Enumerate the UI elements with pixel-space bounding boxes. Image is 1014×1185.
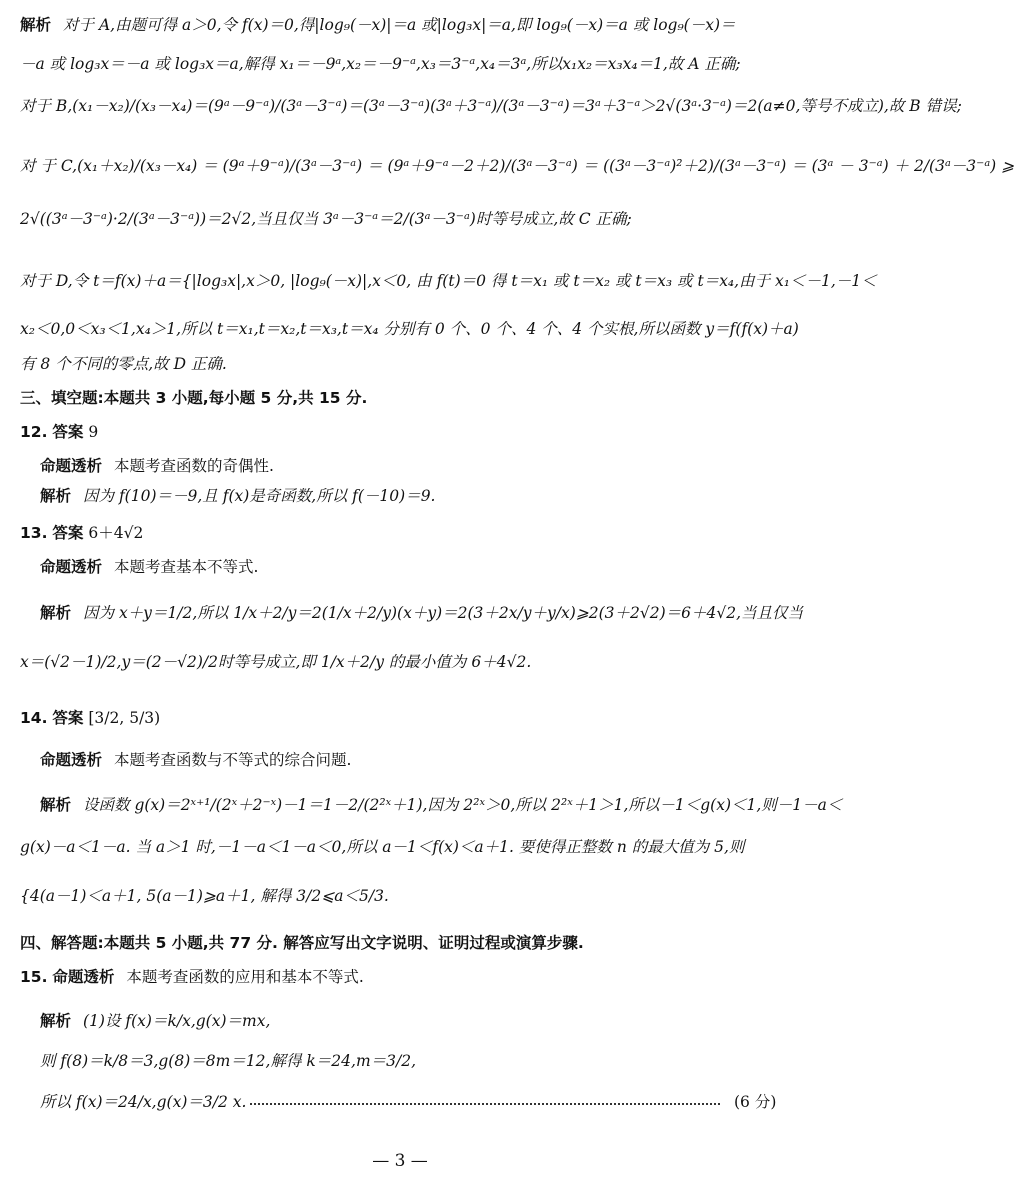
q15-number: 15. [20,968,48,986]
intent-label: 命题透析 [40,457,103,475]
analysis-label: 解析 [20,16,52,34]
q13-solution-2: x＝(√2－1)/2,y＝(2－√2)/2时等号成立,即 1/x＋2/y 的最小值为 6＋4√2. [20,653,532,671]
q15-solution-line-1 [40,1010,782,1032]
answer-label: 答案 [52,709,84,727]
section-four-title: 四、解答题:本题共 5 小题,共 77 分. 解答应写出文字说明、证明过程或演算步骤. [20,934,584,952]
q14-intent-line [40,749,782,771]
option-b-text: 对于 B,(x₁－x₂)/(x₃－x₄)＝(9ᵃ－9⁻ᵃ)/(3ᵃ－3⁻ᵃ)＝(3ᵃ－3⁻ᵃ)(3ᵃ＋3⁻ᵃ)/(3ᵃ－3⁻ᵃ)＝3ᵃ＋3⁻ᵃ＞2√(3ᵃ·3⁻ᵃ)＝2(a≠0,等号不成立),故 B 错误; [20,97,962,115]
q13-solution-line-2 [20,651,782,673]
option-d-line-1 [20,270,877,292]
q14-solution-3: {4(a－1)＜a＋1, 5(a－1)⩾a＋1, 解得 3/2⩽a＜5/3. [20,887,389,905]
option-a-text-1: 对于 A,由题可得 a＞0,令 f(x)＝0,得|log₉(－x)|＝a 或|log₃x|＝a,即 log₉(－x)＝a 或 log₉(－x)＝ [63,16,736,34]
analysis-label: 解析 [40,604,72,622]
option-b-line [20,95,962,117]
q12-intent-line [40,455,782,477]
q13-number: 13. [20,524,48,542]
q14-number: 14. [20,709,48,727]
q12-answer-line [20,421,782,443]
q15-solution-1: (1)设 f(x)＝k/x,g(x)＝mx, [83,1012,271,1030]
section-four-heading [20,932,782,954]
q14-answer-line [20,707,782,729]
analysis-label: 解析 [40,1012,72,1030]
dotted-leader [250,1103,720,1105]
q14-solution-2: g(x)－a＜1－a. 当 a＞1 时,－1－a＜1－a＜0,所以 a－1＜f(x)＜a＋1. 要使得正整数 n 的最大值为 5,则 [20,838,745,856]
q12-intent: 本题考查函数的奇偶性. [114,457,274,475]
q13-intent-line [40,556,782,578]
section-three-heading [20,387,782,409]
q13-answer-line [20,522,782,544]
intent-label: 命题透析 [40,751,103,769]
q14-answer: [3/2, 5/3) [88,709,161,727]
q13-intent: 本题考查基本不等式. [114,558,259,576]
option-d-text-1: 对于 D,令 t＝f(x)＋a＝{|log₃x|,x＞0, |log₉(－x)|,x＜0, 由 f(t)＝0 得 t＝x₁ 或 t＝x₂ 或 t＝x₃ 或 t＝x₄,由于 x₁＜－1,－1＜ [20,272,877,290]
section-three-title: 三、填空题:本题共 3 小题,每小题 5 分,共 15 分. [20,389,368,407]
option-c-text-1: 对 于 C,(x₁＋x₂)/(x₃－x₄) ＝ (9ᵃ＋9⁻ᵃ)/(3ᵃ－3⁻ᵃ) ＝ (9ᵃ＋9⁻ᵃ－2＋2)/(3ᵃ－3⁻ᵃ) ＝ ((3ᵃ－3⁻ᵃ)²＋2)/(3ᵃ－3⁻ᵃ) ＝ (3ᵃ － 3⁻ᵃ) ＋ 2/(3ᵃ－3⁻ᵃ) ⩾ [20,157,1014,175]
option-a-text-2: －a 或 log₃x＝－a 或 log₃x＝a,解得 x₁＝－9ᵃ,x₂＝－9⁻ᵃ,x₃＝3⁻ᵃ,x₄＝3ᵃ,所以x₁x₂＝x₃x₄＝1,故 A 正确; [20,55,741,73]
option-c-line-1 [20,155,1014,177]
q15-solution-line-2 [40,1050,782,1072]
q14-solution-line-3 [20,885,782,907]
option-c-line-2 [20,208,782,230]
q15-solution-line-3 [40,1091,250,1113]
q15-intent: 本题考查函数的应用和基本不等式. [126,968,364,986]
answer-label: 答案 [52,423,84,441]
option-d-line-2 [20,318,799,340]
q14-solution-line-1 [40,794,843,816]
intent-label: 命题透析 [52,968,115,986]
q13-solution-1: 因为 x＋y＝1/2,所以 1/x＋2/y＝2(1/x＋2/y)(x＋y)＝2(3＋2x/y＋y/x)⩾2(3＋2√2)＝6＋4√2,当且仅当 [83,604,804,622]
q15-solution-2: 则 f(8)＝k/8＝3,g(8)＝8m＝12,解得 k＝24,m＝3/2, [40,1052,417,1070]
intent-label: 命题透析 [40,558,103,576]
q15-solution-3: 所以 f(x)＝24/x,g(x)＝3/2 x. [40,1093,247,1111]
score-points: (6 分) [734,1093,777,1111]
q14-intent: 本题考查函数与不等式的综合问题. [114,751,352,769]
option-c-text-2: 2√((3ᵃ－3⁻ᵃ)·2/(3ᵃ－3⁻ᵃ))＝2√2,当且仅当 3ᵃ－3⁻ᵃ＝2/(3ᵃ－3⁻ᵃ)时等号成立,故 C 正确; [20,210,632,228]
option-a-line-1 [20,14,782,36]
q12-answer: 9 [88,423,99,441]
q15-intent-line [20,966,782,988]
analysis-label: 解析 [40,487,72,505]
q12-number: 12. [20,423,48,441]
answer-label: 答案 [52,524,84,542]
option-d-text-3: 有 8 个不同的零点,故 D 正确. [20,355,227,373]
option-d-line-3 [20,353,782,375]
q13-solution-line-1 [40,602,804,624]
option-d-text-2: x₂＜0,0＜x₃＜1,x₄＞1,所以 t＝x₁,t＝x₂,t＝x₃,t＝x₄ 分别有 0 个、0 个、4 个、4 个实根,所以函数 y＝f(f(x)＋a) [20,320,799,338]
q14-solution-line-2 [20,836,782,858]
option-a-line-2 [20,53,782,75]
analysis-label: 解析 [40,796,72,814]
page-number: — 3 — [372,1151,428,1171]
q12-solution-line [40,485,782,507]
q12-solution: 因为 f(10)＝－9,且 f(x)是奇函数,所以 f(－10)＝9. [83,487,436,505]
q14-solution-1: 设函数 g(x)＝2ˣ⁺¹/(2ˣ＋2⁻ˣ)－1＝1－2/(2²ˣ＋1),因为 2²ˣ＞0,所以 2²ˣ＋1＞1,所以－1＜g(x)＜1,则－1－a＜ [83,796,843,814]
q13-answer: 6＋4√2 [88,524,144,542]
